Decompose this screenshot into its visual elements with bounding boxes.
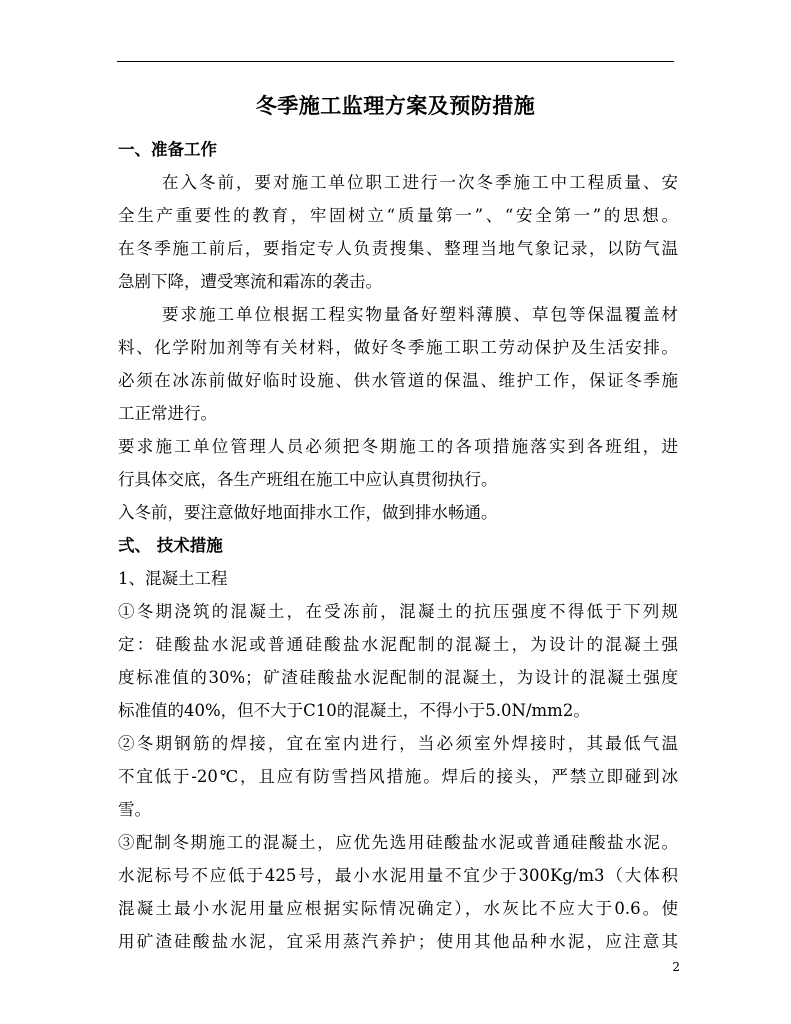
text-line: ③配制冬期施工的混凝土，应优先选用硅酸盐水泥或普通硅酸盐水泥。: [118, 833, 678, 852]
document-body: [118, 133, 678, 958]
text-line: 用矿渣硅酸盐水泥，宜采用蒸汽养护；使用其他品种水泥，应注意其: [118, 932, 678, 951]
text-line: 工正常进行。: [118, 404, 217, 423]
section-heading-technical: 弍、 技术措施: [118, 536, 223, 555]
paragraph: [118, 298, 678, 430]
text-line: 急剧下降，遭受寒流和霜冻的袭击。: [118, 272, 382, 291]
list-item: [118, 826, 678, 958]
text-line: 全生产重要性的教育，牢固树立“质量第一”、“安全第一”的思想。: [118, 206, 678, 225]
paragraph: [118, 430, 678, 496]
text-line: 要求施工单位根据工程实物量备好塑料薄膜、草包等保温覆盖材: [162, 305, 678, 324]
text-line: 在冬季施工前后，要指定专人负责搜集、整理当地气象记录，以防气温: [118, 239, 678, 258]
paragraph: [118, 496, 678, 529]
document-title: 冬季施工监理方案及预防措施: [255, 94, 536, 118]
text-line: ②冬期钢筋的焊接，宜在室内进行，当必须室外焊接时，其最低气温: [118, 734, 678, 753]
text-line: 不宜低于-20℃，且应有防雪挡风措施。焊后的接头，严禁立即碰到冰: [118, 767, 678, 786]
text-line: 必须在冰冻前做好临时设施、供水管道的保温、维护工作，保证冬季施: [118, 371, 678, 390]
text-line: 雪。: [118, 800, 151, 819]
text-line: 混凝土最小水泥用量应根据实际情况确定），水灰比不应大于0.6。使: [118, 899, 678, 918]
text-line: 在入冬前，要对施工单位职工进行一次冬季施工中工程质量、安: [162, 173, 678, 192]
section-heading-preparation: 一、准备工作: [118, 140, 217, 159]
text-line: 行具体交底，各生产班组在施工中应认真贯彻执行。: [118, 470, 498, 489]
text-line: 定：硅酸盐水泥或普通硅酸盐水泥配制的混凝土，为设计的混凝土强: [118, 635, 678, 654]
text-line: 标准值的40%，但不大于C10的混凝土，不得小于5.0N/mm2。: [118, 701, 590, 720]
text-line: 入冬前，要注意做好地面排水工作，做到排水畅通。: [118, 503, 498, 522]
subsection-heading-concrete: 1、混凝土工程: [118, 569, 228, 588]
paragraph: [118, 166, 678, 298]
text-line: 料、化学附加剂等有关材料，做好冬季施工职工劳动保护及生活安排。: [118, 338, 678, 357]
header-rule: [117, 61, 674, 62]
text-line: 要求施工单位管理人员必须把冬期施工的各项措施落实到各班组，进: [118, 437, 678, 456]
list-item: [118, 595, 678, 727]
text-line: 水泥标号不应低于425号，最小水泥用量不宜少于300Kg/m3（大体积: [118, 866, 678, 885]
page-number: 2: [672, 960, 680, 974]
text-line: 度标准值的30%；矿渣硅酸盐水泥配制的混凝土，为设计的混凝土强度: [118, 668, 678, 687]
text-line: ①冬期浇筑的混凝土，在受冻前，混凝土的抗压强度不得低于下列规: [118, 602, 678, 621]
list-item: [118, 727, 678, 826]
